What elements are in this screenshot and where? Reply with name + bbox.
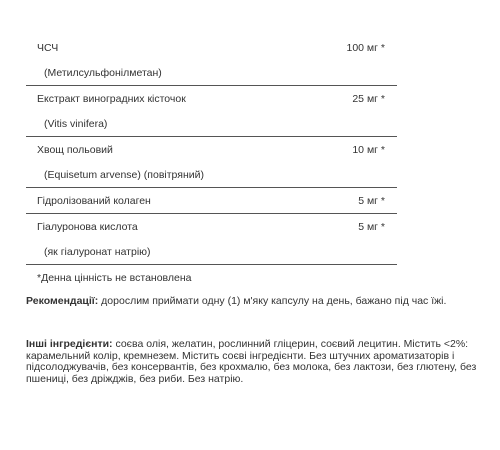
ingredient-detail: (Vitis vinifera): [44, 117, 108, 130]
facts-row-sub: [26, 162, 397, 187]
facts-row-main: [26, 214, 397, 239]
other-ingredients-text: соєва олія, желатин, рослинний гліцерин, соєвий лецитин. Містить <2%: карамельний колір, кремнезем. Містить соєві інгредієнти. Без штучних ароматизаторів і підсолоджувачів, без консервантів, без крохмалю, без молока, без лактози, без глютену, без пшениці, без дріжджів, без риби. Без натрію.: [26, 338, 477, 385]
facts-row-sub: [26, 60, 397, 85]
facts-row-main: [26, 35, 397, 60]
daily-value-footnote: *Денна цінність не встановлена: [37, 271, 192, 284]
ingredient-amount: 100 мг *: [346, 41, 385, 54]
ingredient-amount: 10 мг *: [352, 143, 385, 156]
facts-row-main: [26, 86, 397, 111]
facts-row-sub: [26, 111, 397, 136]
ingredient-amount: 25 мг *: [352, 92, 385, 105]
ingredient-name: ЧСЧ: [37, 41, 59, 54]
facts-row-main: [26, 188, 397, 213]
facts-row-hyaluronic-acid: [26, 214, 397, 265]
ingredient-name: Екстракт виноградних кісточок: [37, 92, 186, 105]
supplement-facts-table: [26, 35, 397, 290]
ingredient-detail: (Метилсульфонілметан): [44, 66, 162, 79]
facts-row-sub: [26, 239, 397, 264]
recommendations-text: дорослим приймати одну (1) м'яку капсулу на день, бажано під час їжі.: [98, 295, 447, 307]
facts-row-grape-seed: [26, 86, 397, 137]
facts-row-msm: [26, 35, 397, 86]
ingredient-amount: 5 мг *: [358, 194, 385, 207]
facts-row-horsetail: [26, 137, 397, 188]
ingredient-name: Гідролізований колаген: [37, 194, 151, 207]
other-ingredients-label: Інші інгредієнти:: [26, 338, 113, 350]
ingredient-amount: 5 мг *: [358, 220, 385, 233]
ingredient-name: Хвощ польовий: [37, 143, 113, 156]
facts-row-main: [26, 137, 397, 162]
ingredient-detail: (як гіалуронат натрію): [44, 245, 151, 258]
facts-row-collagen: [26, 188, 397, 214]
other-ingredients-paragraph: [26, 339, 486, 385]
recommendations-label: Рекомендації:: [26, 295, 99, 307]
recommendations-paragraph: [26, 296, 486, 308]
ingredient-name: Гіалуронова кислота: [37, 220, 138, 233]
ingredient-detail: (Equisetum arvense) (повітряний): [44, 168, 204, 181]
